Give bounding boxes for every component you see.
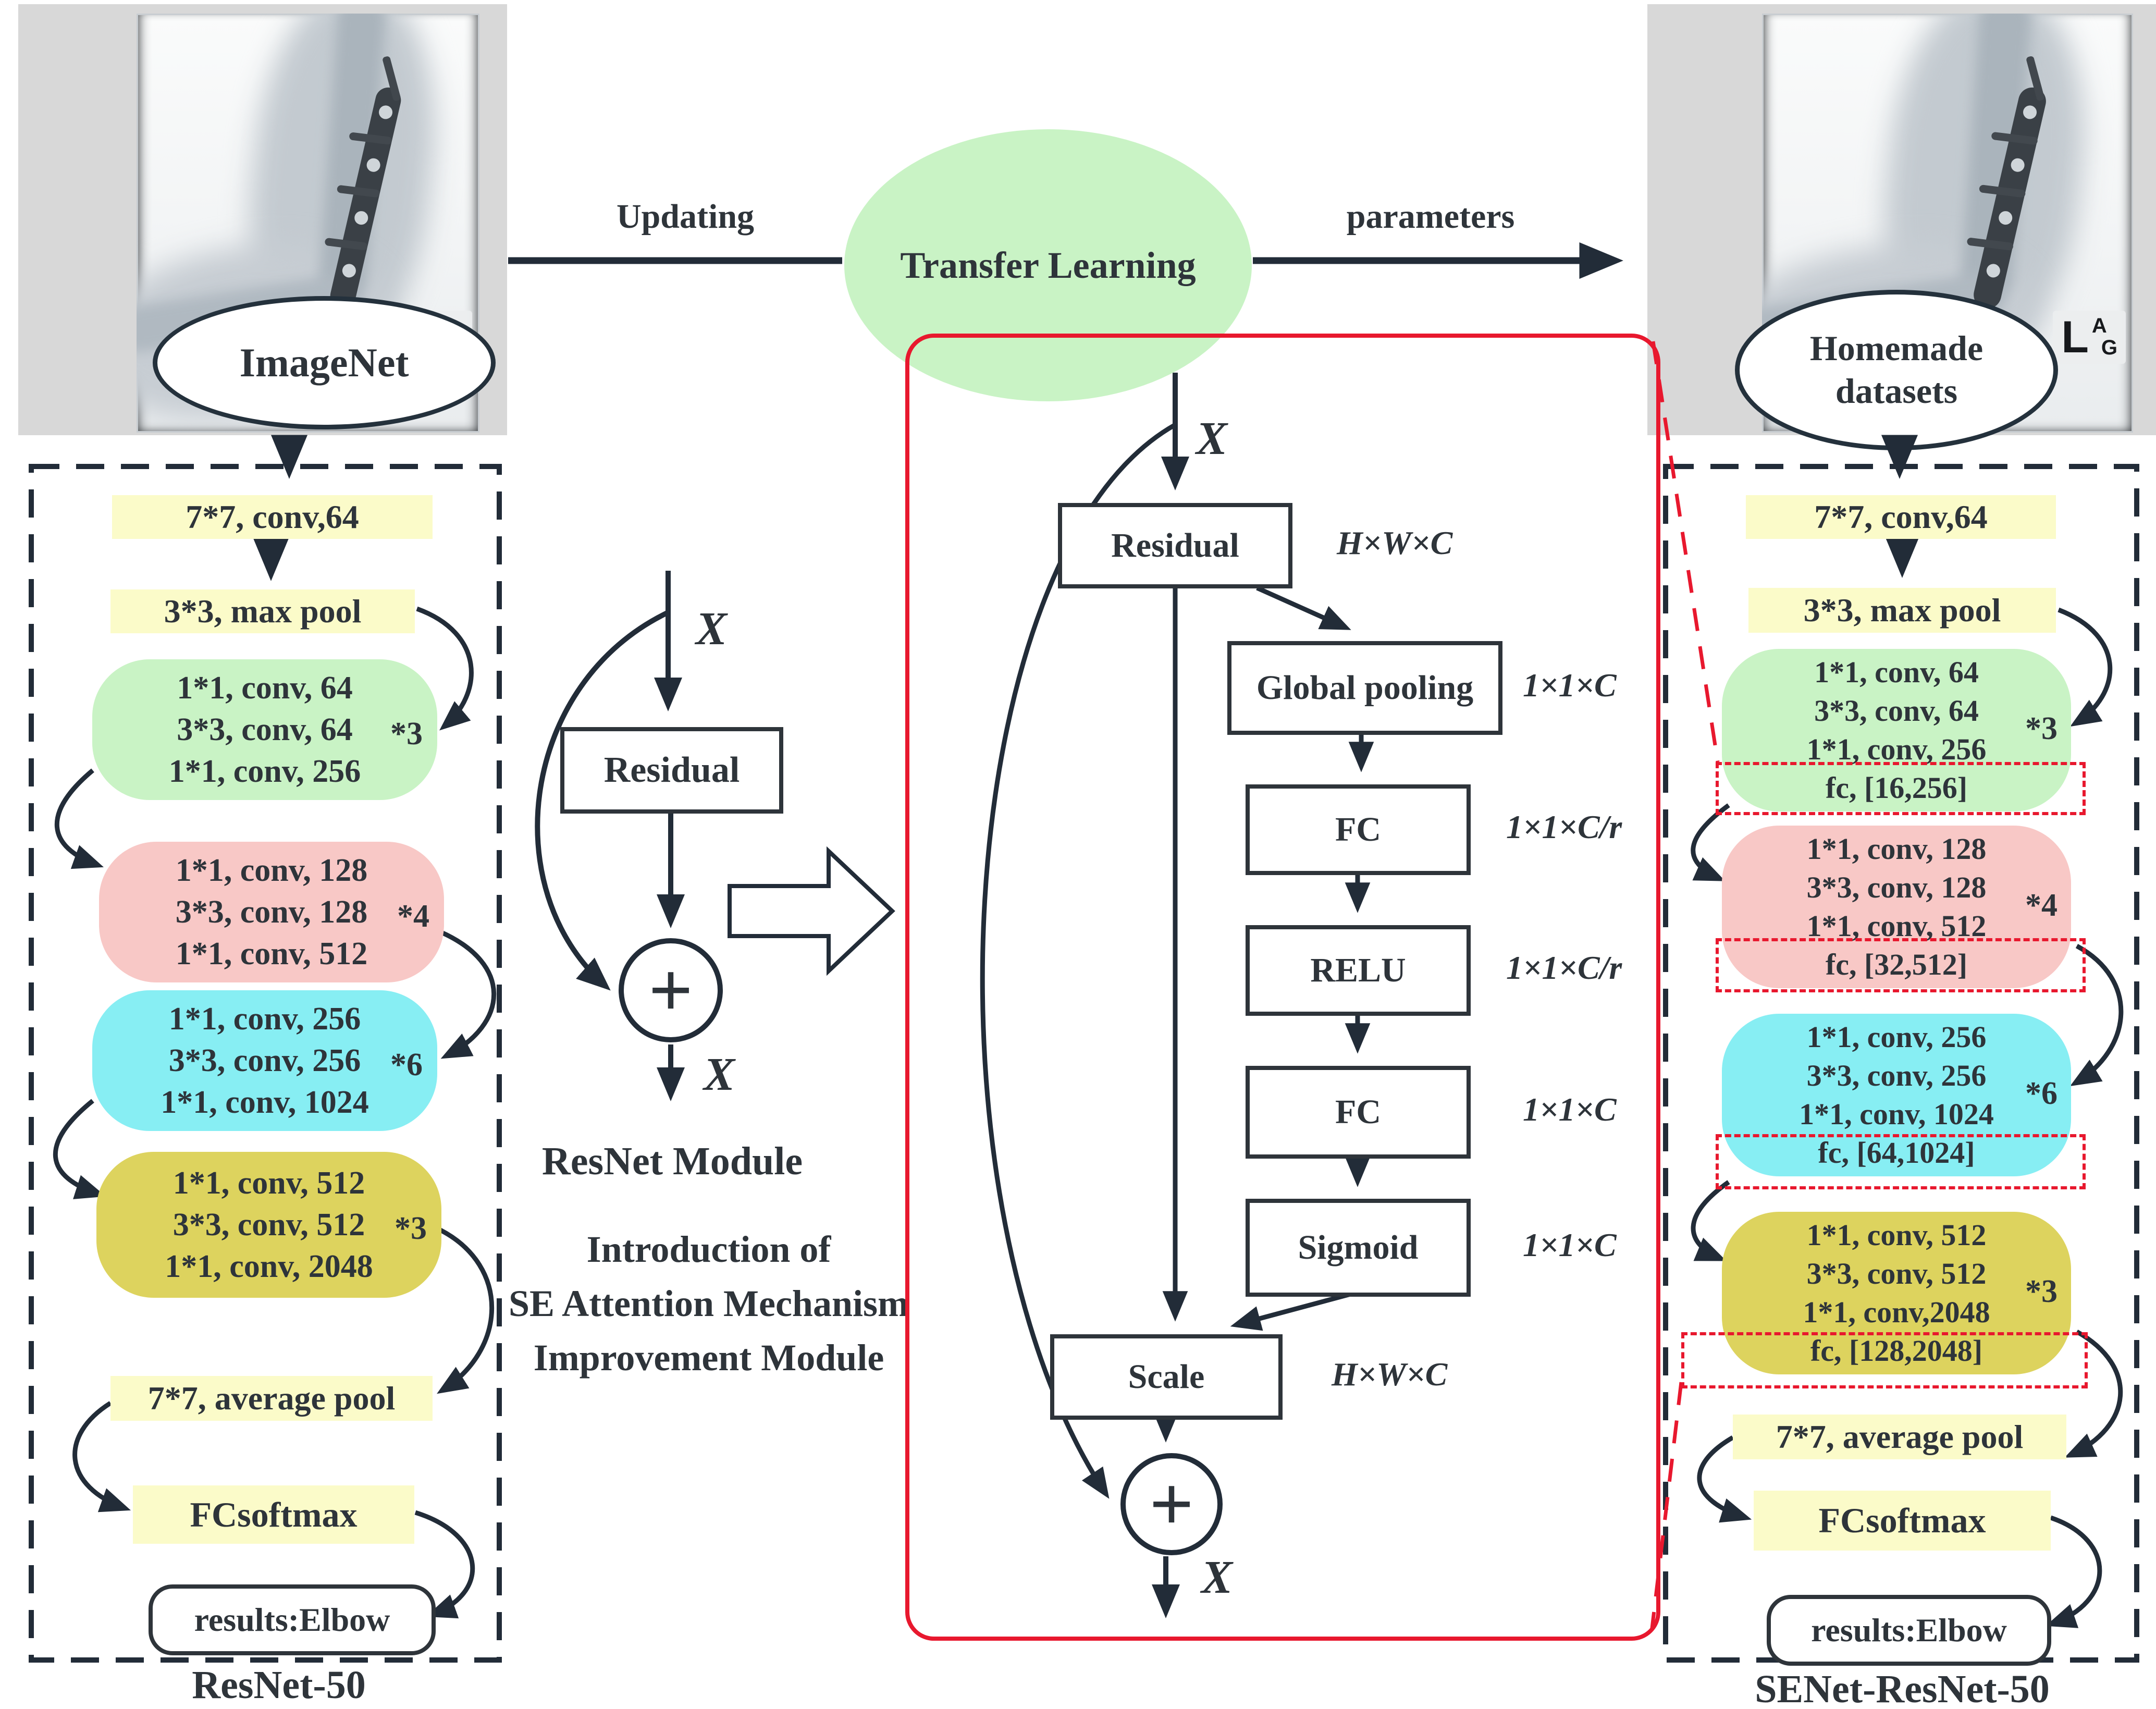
stage1-mult: *3 — [390, 716, 423, 752]
resnet-stage3-pill: 1*1, conv, 256 3*3, conv, 256 1*1, conv, 1024 *6 — [92, 990, 437, 1131]
senet-stage1-mult: *3 — [2025, 711, 2058, 746]
senet-stage4-fc-highlight — [1681, 1332, 2088, 1388]
stage4-mult: *3 — [395, 1211, 427, 1246]
imagenet-label: ImageNet — [239, 340, 409, 385]
senet-conv7-box: 7*7, conv,64 — [1746, 495, 2056, 539]
senet-stage2-pill: 1*1, conv, 128 3*3, conv, 128 1*1, conv, 512 fc, [32,512] *4 — [1722, 826, 2071, 988]
senet-stage3-pill: 1*1, conv, 256 3*3, conv, 256 1*1, conv, 1024 fc, [64,1024] *6 — [1722, 1014, 2071, 1176]
module-input-x: X — [696, 603, 728, 655]
senet-stage4-mult: *3 — [2025, 1274, 2058, 1309]
se-residual-dim: H×W×C — [1337, 524, 1453, 561]
se-sigmoid-box: Sigmoid — [1246, 1199, 1471, 1297]
se-fc1-box: FC — [1246, 784, 1471, 875]
senet-stage2-mult: *4 — [2025, 888, 2058, 923]
se-globalpool-dim: 1×1×C — [1523, 667, 1617, 704]
se-output-x: X — [1201, 1552, 1233, 1603]
senet-avgpool-box: 7*7, average pool — [1733, 1415, 2066, 1459]
resnet-conv7-box: 7*7, conv,64 — [112, 495, 433, 539]
senet-stage1-fc-highlight — [1716, 762, 2086, 815]
module-plus-circle: + — [619, 938, 723, 1042]
homemade-label-line2: datasets — [1835, 371, 1958, 411]
senet-stage4-pill: 1*1, conv, 512 3*3, conv, 512 1*1, conv,2048 fc, [128,2048] *3 — [1722, 1212, 2071, 1374]
se-relu-dim: 1×1×C/r — [1506, 949, 1622, 986]
se-fc2-box: FC — [1246, 1066, 1471, 1159]
homemade-label-line1: Homemade — [1809, 328, 1983, 368]
se-input-x: X — [1196, 413, 1228, 464]
marker-A: A — [2091, 314, 2107, 337]
se-introduction-note: Introduction of SE Attention Mechanism Improvement Module — [508, 1228, 909, 1379]
senet-stage1-pill: 1*1, conv, 64 3*3, conv, 64 1*1, conv, 256 fc, [16,256] *3 — [1722, 649, 2071, 812]
senet-stage2-fc-highlight — [1716, 938, 2086, 992]
senet-stage3-mult: *6 — [2025, 1076, 2058, 1111]
zoom-link-top — [1653, 341, 1718, 762]
resnet-fcsoftmax-box: FCsoftmax — [133, 1485, 414, 1544]
module-output-x: X — [704, 1049, 735, 1100]
resnet50-title: ResNet-50 — [192, 1663, 366, 1707]
senet-maxpool-box: 3*3, max pool — [1748, 588, 2056, 633]
resnet-module-title: ResNet Module — [541, 1139, 803, 1183]
resnet-maxpool-box: 3*3, max pool — [110, 589, 415, 633]
senet-title: SENet-ResNet-50 — [1755, 1667, 2050, 1709]
resnet-avgpool-box: 7*7, average pool — [110, 1376, 433, 1421]
transfer-learning-label: Transfer Learning — [900, 244, 1196, 286]
module-residual-box: Residual — [560, 727, 783, 814]
se-scale-dim: H×W×C — [1332, 1356, 1448, 1393]
se-fc1-dim: 1×1×C/r — [1506, 808, 1622, 845]
marker-G: G — [2101, 336, 2117, 359]
resnet-result-box: results:Elbow — [149, 1584, 436, 1655]
parameters-label: parameters — [1346, 198, 1515, 236]
block-arrow — [730, 851, 892, 971]
stage3-mult: *6 — [390, 1047, 423, 1083]
senet-fcsoftmax-box: FCsoftmax — [1754, 1491, 2051, 1551]
se-residual-box: Residual — [1058, 503, 1292, 588]
resnet-stage4-pill: 1*1, conv, 512 3*3, conv, 512 1*1, conv, 2048 *3 — [96, 1152, 441, 1298]
se-scale-box: Scale — [1050, 1334, 1283, 1420]
se-plus-circle: + — [1120, 1453, 1223, 1555]
resnet-stage2-pill: 1*1, conv, 128 3*3, conv, 128 1*1, conv, 512 *4 — [99, 842, 444, 982]
se-relu-box: RELU — [1246, 925, 1471, 1016]
updating-label: Updating — [616, 198, 755, 236]
senet-stage3-fc-highlight — [1716, 1134, 2086, 1189]
marker-L: L — [2061, 312, 2089, 362]
se-fc2-dim: 1×1×C — [1523, 1091, 1617, 1128]
stage2-mult: *4 — [397, 899, 429, 934]
resnet-stage1-pill: 1*1, conv, 64 3*3, conv, 64 1*1, conv, 256 *3 — [92, 659, 437, 800]
senet-result-box: results:Elbow — [1767, 1595, 2051, 1666]
se-globalpool-box: Global pooling — [1227, 641, 1502, 735]
se-sigmoid-dim: 1×1×C — [1523, 1226, 1617, 1263]
